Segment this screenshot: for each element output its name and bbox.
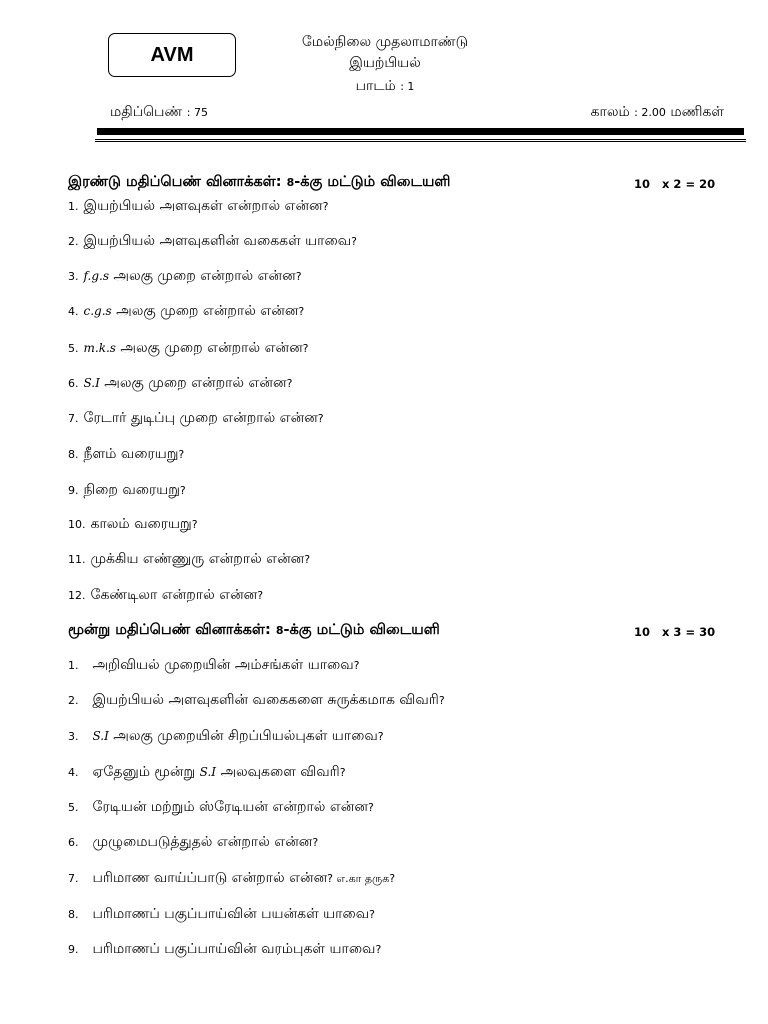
question-item	[68, 198, 328, 216]
lesson-value: : 1	[400, 80, 415, 93]
question-math: S.I	[83, 376, 100, 390]
question-text: அறிவியல் முறையின் அம்சங்கள் யாவை	[92, 657, 354, 673]
question-text: காலம் வரையறு	[90, 516, 192, 532]
question-number: 8.	[68, 908, 79, 921]
question-mark: ?	[317, 412, 324, 425]
question-number: 5.	[68, 801, 79, 814]
time-unit: மணிகள்	[670, 104, 724, 120]
question-mark: ?	[351, 235, 357, 248]
logo-text: AVM	[150, 43, 194, 66]
question-number: 2.	[68, 694, 79, 707]
question-text: அலகு முறையின் சிறப்பியல்புகள் யாவை	[108, 728, 378, 744]
question-text: அலவுகளை விவரி	[216, 764, 340, 780]
question-mark: ?	[179, 484, 186, 497]
question-mark: ?	[375, 943, 382, 956]
question-number: 1.	[68, 659, 79, 672]
lesson-label: பாடம்	[355, 78, 396, 94]
section1-score: 10 x 2 = 20	[634, 177, 716, 191]
question-item	[68, 834, 318, 852]
question-item	[68, 657, 360, 675]
question-text: நீளம் வரையறு	[83, 446, 179, 462]
question-item	[68, 516, 198, 534]
question-text: பரிமாண வாய்ப்பாடு என்றால் என்ன	[92, 870, 328, 886]
question-mark: ?	[304, 553, 311, 566]
time-value: : 2.00	[634, 106, 666, 119]
header-divider-thin	[95, 139, 746, 142]
question-item	[68, 799, 374, 817]
header-divider-thick	[97, 128, 744, 135]
question-mark: ?	[377, 730, 384, 743]
question-number: 6.	[68, 377, 79, 390]
question-number: 4.	[68, 305, 79, 318]
time-label: காலம்	[590, 104, 630, 120]
question-number: 1.	[68, 200, 79, 213]
question-text: கேண்டிலா என்றால் என்ன	[90, 587, 258, 603]
question-item	[68, 410, 324, 428]
question-text: பரிமாணப் பகுப்பாய்வின் வரம்புகள் யாவை	[92, 941, 376, 957]
question-text: முக்கிய எண்ணுரு என்றால் என்ன	[90, 551, 305, 567]
question-item	[68, 303, 304, 321]
question-number: 3.	[68, 730, 79, 743]
question-mark: ?	[339, 766, 346, 779]
question-text: அலகு முறை என்றால் என்ன	[115, 340, 303, 356]
question-text: அலகு முறை என்றால் என்ன	[108, 268, 296, 284]
question-number: 9.	[68, 943, 79, 956]
question-number: 9.	[68, 484, 79, 497]
question-number: 7.	[68, 872, 79, 885]
section2-heading: மூன்று மதிப்பெண் வினாக்கள்: 8-க்கு மட்டும் விடையளி	[68, 622, 440, 638]
question-item	[68, 482, 186, 500]
question-text: ரேடியன் மற்றும் ஸ்ரேடியன் என்றால் என்ன	[92, 799, 368, 815]
question-item	[68, 728, 384, 746]
question-item	[68, 587, 263, 605]
question-item	[68, 268, 302, 286]
total-marks	[110, 104, 208, 122]
question-math: f.g.s	[83, 269, 109, 283]
section2-score: 10 x 3 = 30	[634, 625, 716, 639]
question-math: S.I	[92, 729, 109, 743]
question-item	[68, 233, 357, 251]
question-number: 8.	[68, 448, 79, 461]
question-mark: ?	[312, 836, 319, 849]
question-text: அலகு முறை என்றால் என்ன	[111, 303, 299, 319]
question-text: இயற்பியல் அளவுகளின் வகைகளை சுருக்கமாக விவரி	[92, 692, 439, 708]
exam-duration	[591, 104, 724, 122]
question-mark: ?	[298, 305, 305, 318]
marks-value: : 75	[186, 106, 208, 119]
question-text: பரிமாணப் பகுப்பாய்வின் பயன்கள் யாவை	[92, 906, 370, 922]
question-number: 12.	[68, 589, 86, 602]
question-text: நிறை வரையறு	[83, 482, 180, 498]
question-number: 10.	[68, 518, 86, 531]
question-number: 5.	[68, 342, 79, 355]
question-text: ரேடார் துடிப்பு முறை என்றால் என்ன	[83, 410, 318, 426]
question-mark: ?	[322, 200, 329, 213]
question-mark: ? எ.கா தருக?	[327, 872, 396, 885]
question-math: m.k.s	[83, 341, 116, 355]
question-item	[68, 340, 308, 358]
question-prefix: ஏதேனும் மூன்று	[92, 764, 200, 780]
question-mark: ?	[369, 908, 375, 921]
question-item	[68, 446, 184, 464]
question-text: முழுமைபடுத்துதல் என்றால் என்ன	[92, 834, 313, 850]
section1-heading: இரண்டு மதிப்பெண் வினாக்கள்: 8-க்கு மட்டும் விடையளி	[68, 174, 451, 190]
question-item	[68, 941, 381, 959]
question-mark: ?	[286, 377, 293, 390]
question-item	[68, 906, 375, 924]
question-math: c.g.s	[83, 304, 112, 318]
marks-label: மதிப்பெண்	[110, 104, 183, 120]
question-mark: ?	[438, 694, 445, 707]
question-mark: ?	[353, 659, 360, 672]
school-logo	[108, 33, 236, 77]
question-text: இயற்பியல் அளவுகளின் வகைகள் யாவை	[83, 233, 352, 249]
question-mark: ?	[367, 801, 374, 814]
question-item	[68, 551, 310, 569]
question-item	[68, 692, 445, 710]
question-mark: ?	[302, 342, 309, 355]
question-item	[68, 764, 346, 782]
question-mark: ?	[257, 589, 264, 602]
question-number: 6.	[68, 836, 79, 849]
question-item	[68, 870, 395, 888]
question-number: 4.	[68, 766, 79, 779]
question-mark: ?	[295, 270, 302, 283]
question-text: இயற்பியல் அளவுகள் என்றால் என்ன	[83, 198, 323, 214]
question-mark: ?	[178, 448, 185, 461]
question-number: 2.	[68, 235, 79, 248]
question-item	[68, 375, 292, 393]
subject-title: இயற்பியல்	[349, 55, 421, 71]
question-math: S.I	[199, 765, 217, 779]
lesson-line	[250, 78, 520, 96]
question-number: 3.	[68, 270, 79, 283]
question-number: 7.	[68, 412, 79, 425]
question-mark: ?	[191, 518, 198, 531]
exam-title: மேல்நிலை முதலாமாண்டு	[301, 34, 469, 50]
question-text: அலகு முறை என்றால் என்ன	[99, 375, 287, 391]
question-number: 11.	[68, 553, 86, 566]
